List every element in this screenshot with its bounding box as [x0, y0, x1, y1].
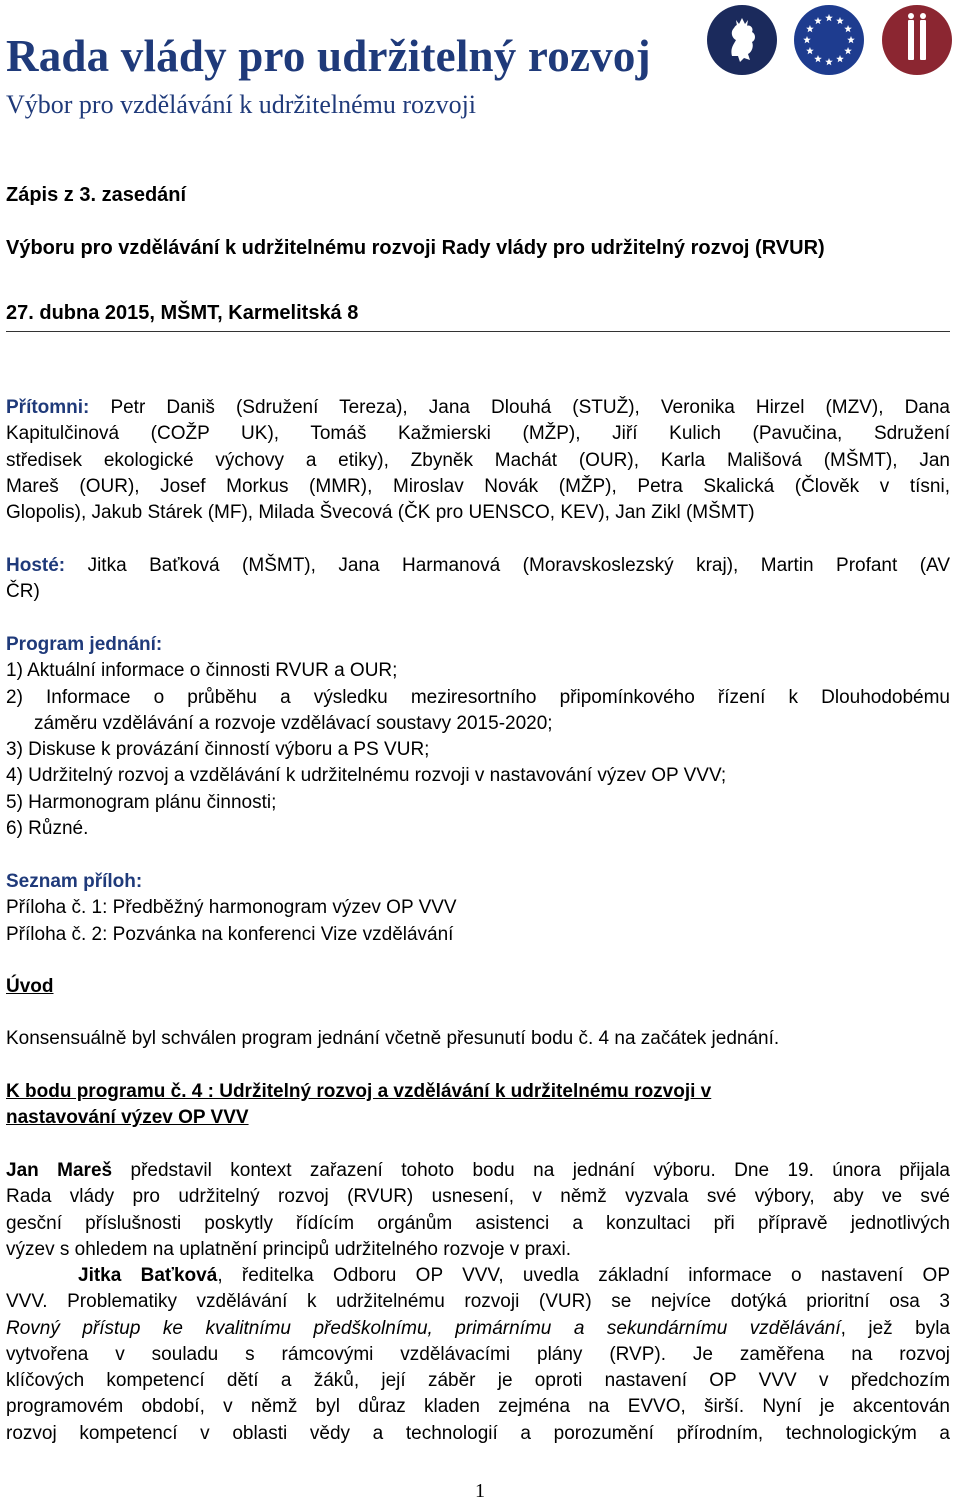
paragraph-line: Rada vlády pro udržitelný rozvoj (RVUR) usnesení, v němž vyzvala své výbory, aby ve své: [6, 1186, 950, 1208]
attendees-section: [6, 395, 950, 526]
intro-text: Konsensuálně byl schválen program jednání včetně přesunutí bodu č. 4 na začátek jednání.: [6, 1028, 780, 1049]
attendees-label: Přítomni:: [6, 397, 90, 418]
attachment-item: Příloha č. 1: Předběžný harmonogram výzev OP VVV: [6, 897, 457, 919]
header-divider: [6, 331, 950, 332]
item4-heading-line: K bodu programu č. 4 : Udržitelný rozvoj a vzdělávání k udržitelnému rozvoji v: [6, 1081, 712, 1102]
paragraph-line: výzev s ohledem na uplatnění principů udržitelného rozvoje v praxi.: [6, 1238, 572, 1260]
attachments-label: Seznam příloh:: [6, 871, 143, 892]
paragraph-line: gesční příslušnosti poskytly řídícím orgánům asistenci a konzultaci při přípravě jednotlivých: [6, 1212, 950, 1234]
attachment-item: Příloha č. 2: Pozvánka na konferenci Vize vzdělávání: [6, 923, 454, 945]
paragraph-line: , ředitelka Odboru OP VVV, uvedla základní informace o nastavení OP: [217, 1265, 951, 1286]
program-section: [6, 632, 950, 842]
eu-stars-icon: [793, 4, 865, 76]
speaker-name: Jitka Baťková: [78, 1265, 218, 1286]
paragraph-line: , jež byla: [840, 1317, 950, 1339]
paragraph-line: klíčových kompetencí dětí a žáků, její záběr je oproti nastavení OP VVV v předchozím: [6, 1370, 950, 1392]
program-item: 3) Diskuse k provázání činností výboru a PS VUR;: [6, 739, 430, 761]
item4-heading-line: nastavování výzev OP VVV: [6, 1107, 249, 1129]
document-title: Rada vlády pro udržitelný rozvoj: [6, 31, 651, 81]
council-emblem-icon: [881, 4, 953, 76]
paragraph-line: představil kontext zařazení tohoto bodu na jednání výboru. Dne 19. února přijala: [112, 1160, 950, 1181]
attendees-line: Kapitulčinová (COŽP UK), Tomáš Kažmierski (MŽP), Jiří Kulich (Pavučina, Sdružení: [6, 423, 950, 445]
page-number: 1: [475, 1480, 485, 1502]
program-item-continuation: záměru vzdělávání a rozvoje vzdělávací soustavy 2015-2020;: [34, 712, 553, 734]
attendees-line: středisek ekologické výchovy a etiky), Zbyněk Machát (OUR), Karla Mališová (MŠMT), Jan: [6, 449, 950, 471]
program-item: 5) Harmonogram plánu činnosti;: [6, 791, 277, 813]
minutes-heading: Zápis z 3. zasedání: [6, 184, 187, 206]
guests-line: ČR): [6, 581, 40, 603]
paragraph-line: programovém období, v němž byl důraz kladen zejména na EVVO, širší. Nyní je akcentován: [6, 1396, 950, 1418]
attendees-line: Glopolis), Jakub Stárek (MF), Milada Švecová (ČK pro UENSCO, KEV), Jan Zikl (MŠMT): [6, 502, 755, 524]
czech-lion-emblem-icon: [706, 4, 778, 76]
committee-name: Výboru pro vzdělávání k udržitelnému rozvoji Rady vlády pro udržitelný rozvoj (RVUR): [6, 237, 825, 259]
intro-heading: Úvod: [6, 976, 54, 997]
program-item: 4) Udržitelný rozvoj a vzdělávání k udržitelnému rozvoji v nastavování výzev OP VVV;: [6, 765, 727, 787]
guests-line: Jitka Baťková (MŠMT), Jana Harmanová (Moravskoslezský kraj), Martin Profant (AV: [65, 555, 950, 576]
program-item: 2) Informace o průběhu a výsledku meziresortního připomínkového řízení k Dlouhodobému: [6, 686, 950, 708]
program-label: Program jednání:: [6, 634, 163, 655]
attendees-line: Petr Daniš (Sdružení Tereza), Jana Dlouhá (STUŽ), Veronika Hirzel (MZV), Dana: [89, 397, 950, 418]
priority-axis-name: Rovný přístup ke kvalitnímu předškolnímu, primárnímu a sekundárnímu vzdělávání: [6, 1317, 841, 1339]
speaker-name: Jan Mareš: [6, 1160, 113, 1181]
program-item: 1) Aktuální informace o činnosti RVUR a OUR;: [6, 660, 398, 682]
item4-paragraph-2: [6, 1263, 950, 1447]
paragraph-line: VVV. Problematiky vzdělávání k udržitelnému rozvoji (VUR) se nejvíce dotýká prioritní osa 3: [6, 1291, 950, 1313]
document-subtitle: Výbor pro vzdělávání k udržitelnému rozvoji: [6, 90, 477, 119]
attendees-line: Mareš (OUR), Josef Morkus (MMR), Miroslav Novák (MŽP), Petra Skalická (Člověk v tísni,: [6, 475, 950, 497]
paragraph-line: vytvořena v souladu s rámcovými vzdělávacími plány (RVP). Je zaměřena na rozvoj: [6, 1343, 950, 1365]
paragraph-line: rozvoj kompetencí v oblasti vědy a technologií a porozumění přírodním, technologickým a: [6, 1422, 950, 1444]
guests-label: Hosté:: [6, 555, 66, 576]
attachments-section: [6, 869, 950, 948]
date-place: 27. dubna 2015, MŠMT, Karmelitská 8: [6, 302, 359, 324]
intro-section: [6, 974, 950, 1000]
item4-paragraph-1: [6, 1158, 950, 1263]
item4-heading: [6, 1079, 950, 1132]
program-item: 6) Různé.: [6, 818, 89, 840]
guests-section: [6, 553, 950, 606]
